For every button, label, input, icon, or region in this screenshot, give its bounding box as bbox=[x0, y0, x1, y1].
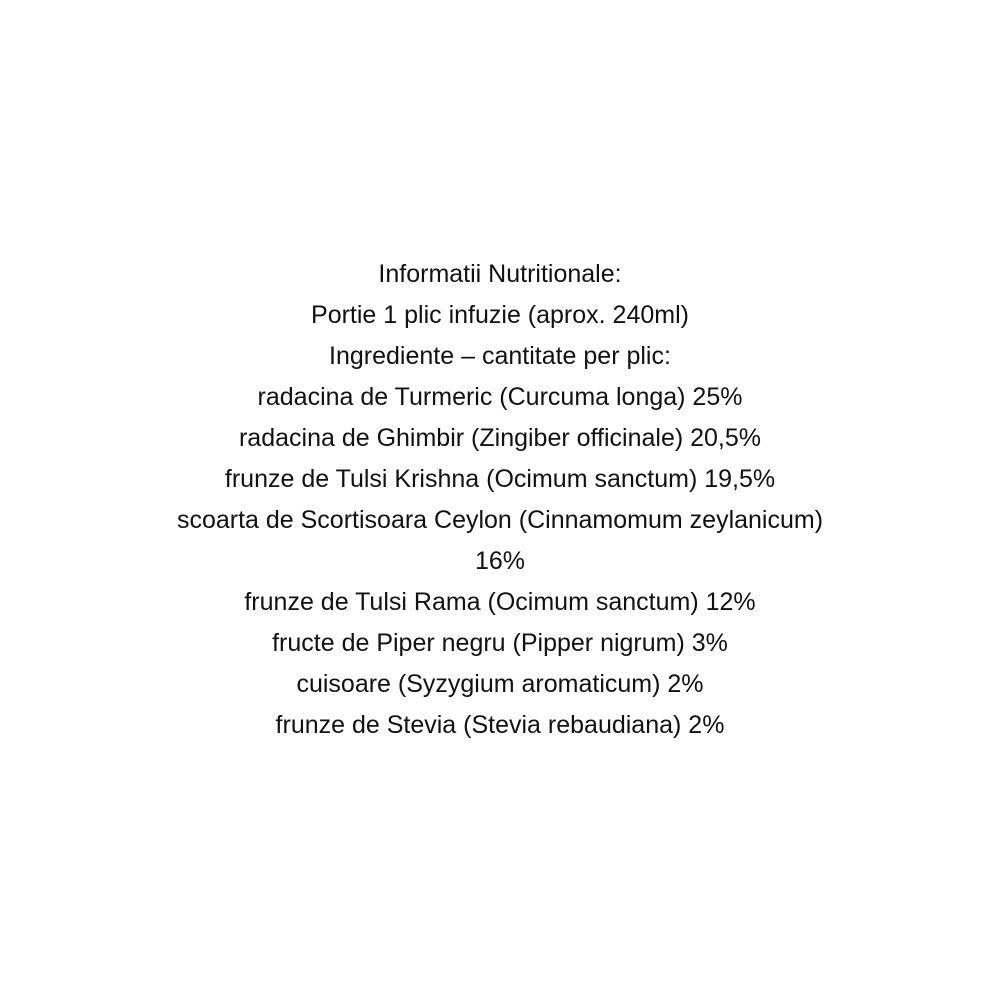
ingredient-cinnamon: scoarta de Scortisoara Ceylon (Cinnamomum zeylanicum) 16% bbox=[176, 506, 824, 575]
serving-size: Portie 1 plic infuzie (aprox. 240ml) bbox=[311, 301, 689, 329]
ingredient-ginger: radacina de Ghimbir (Zingiber officinale) 20,5% bbox=[238, 424, 762, 452]
ingredient-tulsi-krishna: frunze de Tulsi Krishna (Ocimum sanctum) 19,5% bbox=[224, 465, 776, 493]
nutrition-info-block bbox=[150, 254, 850, 746]
ingredient-turmeric: radacina de Turmeric (Curcuma longa) 25% bbox=[257, 383, 743, 411]
ingredient-black-pepper: fructe de Piper negru (Pipper nigrum) 3% bbox=[272, 629, 728, 657]
ingredient-stevia: frunze de Stevia (Stevia rebaudiana) 2% bbox=[275, 711, 725, 739]
ingredient-tulsi-rama: frunze de Tulsi Rama (Ocimum sanctum) 12% bbox=[244, 588, 756, 616]
ingredients-heading: Ingrediente – cantitate per plic: bbox=[329, 342, 671, 370]
nutrition-title: Informatii Nutritionale: bbox=[378, 260, 622, 288]
ingredient-cloves: cuisoare (Syzygium aromaticum) 2% bbox=[296, 670, 704, 698]
